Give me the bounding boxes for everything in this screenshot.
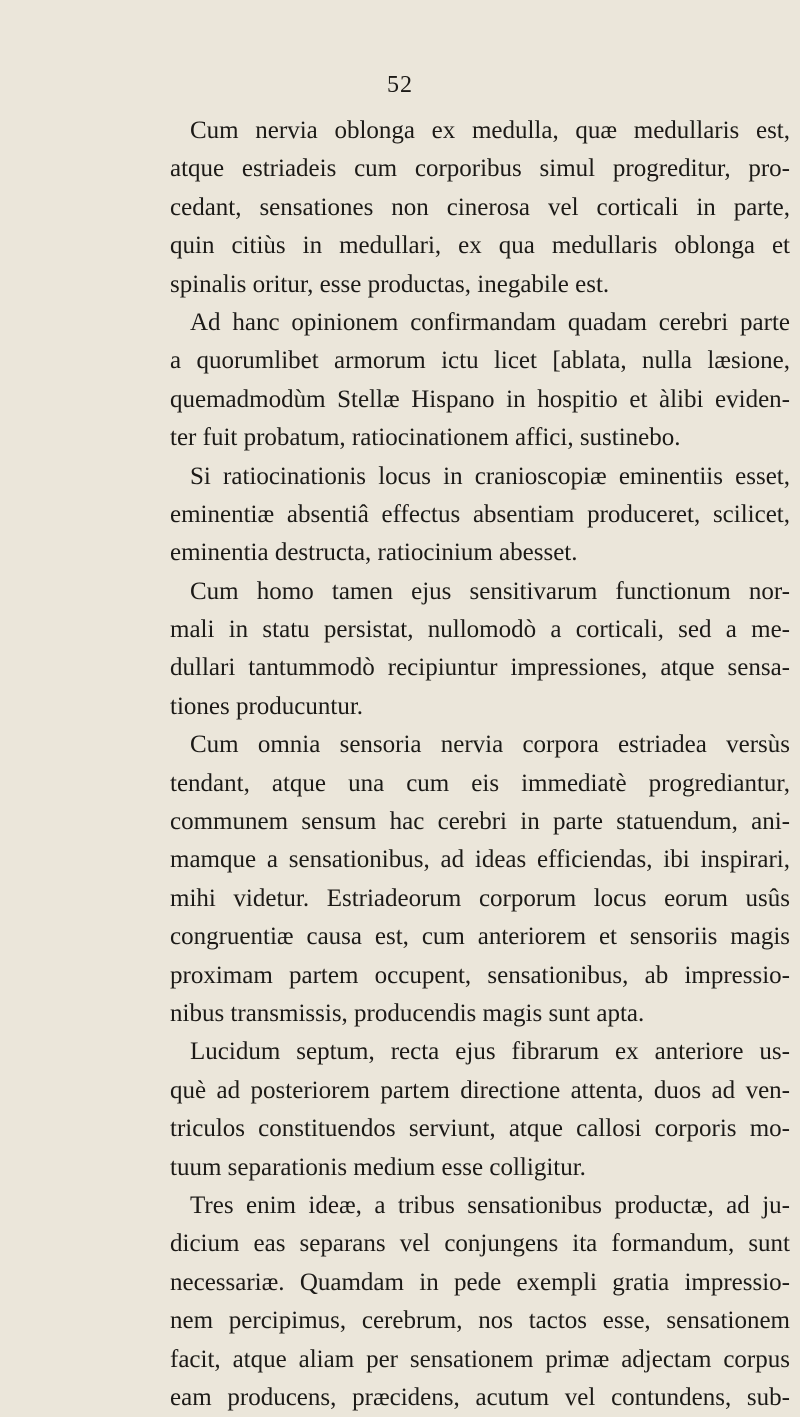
text-line: mihi videtur. Estriadeorum corporum locus eorum usûs <box>170 884 790 912</box>
text-line: atque estriadeis cum corporibus simul progreditur, pro- <box>170 155 790 183</box>
text-line: eminentiæ absentiâ effectus absentiam produceret, scilicet, <box>170 500 790 528</box>
text-line: congruentiæ causa est, cum anteriorem et sensoriis magis <box>170 923 790 951</box>
text-line: nibus transmissis, producendis magis sunt apta. <box>170 999 645 1027</box>
text-line: Cum omnia sensoria nervia corpora estriadea versùs <box>190 731 790 759</box>
text-line: necessariæ. Quamdam in pede exempli gratia impressio- <box>170 1268 790 1296</box>
text-line: a quorumlibet armorum ictu licet [ablata, nulla læsione, <box>170 347 790 375</box>
text-line: dullari tantummodò recipiuntur impressiones, atque sensa- <box>170 654 790 682</box>
text-line: tuum separationis medium esse colligitur. <box>170 1153 586 1181</box>
text-line: mamque a sensationibus, ad ideas efficiendas, ibi inspirari, <box>170 846 790 874</box>
text-line: Ad hanc opinionem confirmandam quadam cerebri parte <box>190 308 790 336</box>
text-line: ter fuit probatum, ratiocinationem affici, sustinebo. <box>170 424 681 452</box>
text-line: què ad posteriorem partem directione attenta, duos ad ven- <box>170 1076 790 1104</box>
text-line: eminentia destructa, ratiocinium abesset. <box>170 539 578 567</box>
text-line: tiones producuntur. <box>170 692 364 720</box>
text-line: facit, atque aliam per sensationem primæ adjectam corpus <box>170 1345 790 1373</box>
text-line: quemadmodùm Stellæ Hispano in hospitio et àlibi eviden- <box>170 385 790 413</box>
text-line: spinalis oritur, esse productas, inegabile est. <box>170 270 610 298</box>
text-line: dicium eas separans vel conjungens ita formandum, sunt <box>170 1230 790 1258</box>
text-line: Cum nervia oblonga ex medulla, quæ medullaris est, <box>190 117 790 144</box>
text-line: triculos constituendos serviunt, atque callosi corporis mo- <box>170 1115 790 1143</box>
text-line: nem percipimus, cerebrum, nos tactos esse, sensationem <box>170 1307 790 1335</box>
text-line: Lucidum septum, recta ejus fibrarum ex anteriore us- <box>190 1038 790 1066</box>
text-line: cedant, sensationes non cinerosa vel corticali in parte, <box>170 193 790 221</box>
page-number: 52 <box>387 72 413 98</box>
body-text <box>170 112 790 1417</box>
text-line: quin citiùs in medullari, ex qua medullaris oblonga et <box>170 232 790 260</box>
text-line: Cum homo tamen ejus sensitivarum functionum nor- <box>190 577 790 605</box>
text-line: communem sensum hac cerebri in parte statuendum, ani- <box>170 808 790 836</box>
text-line: Tres enim ideæ, a tribus sensationibus productæ, ad ju- <box>190 1191 790 1219</box>
text-line: Si ratiocinationis locus in cranioscopiæ eminentiis esset, <box>190 462 790 490</box>
text-line: eam producens, præcidens, acutum vel contundens, sub- <box>170 1383 790 1411</box>
text-line: proximam partem occupent, sensationibus, ab impressio- <box>170 961 790 989</box>
text-line: tendant, atque una cum eis immediatè progrediantur, <box>170 769 790 797</box>
text-line: mali in statu persistat, nullomodò a corticali, sed a me- <box>170 616 790 644</box>
